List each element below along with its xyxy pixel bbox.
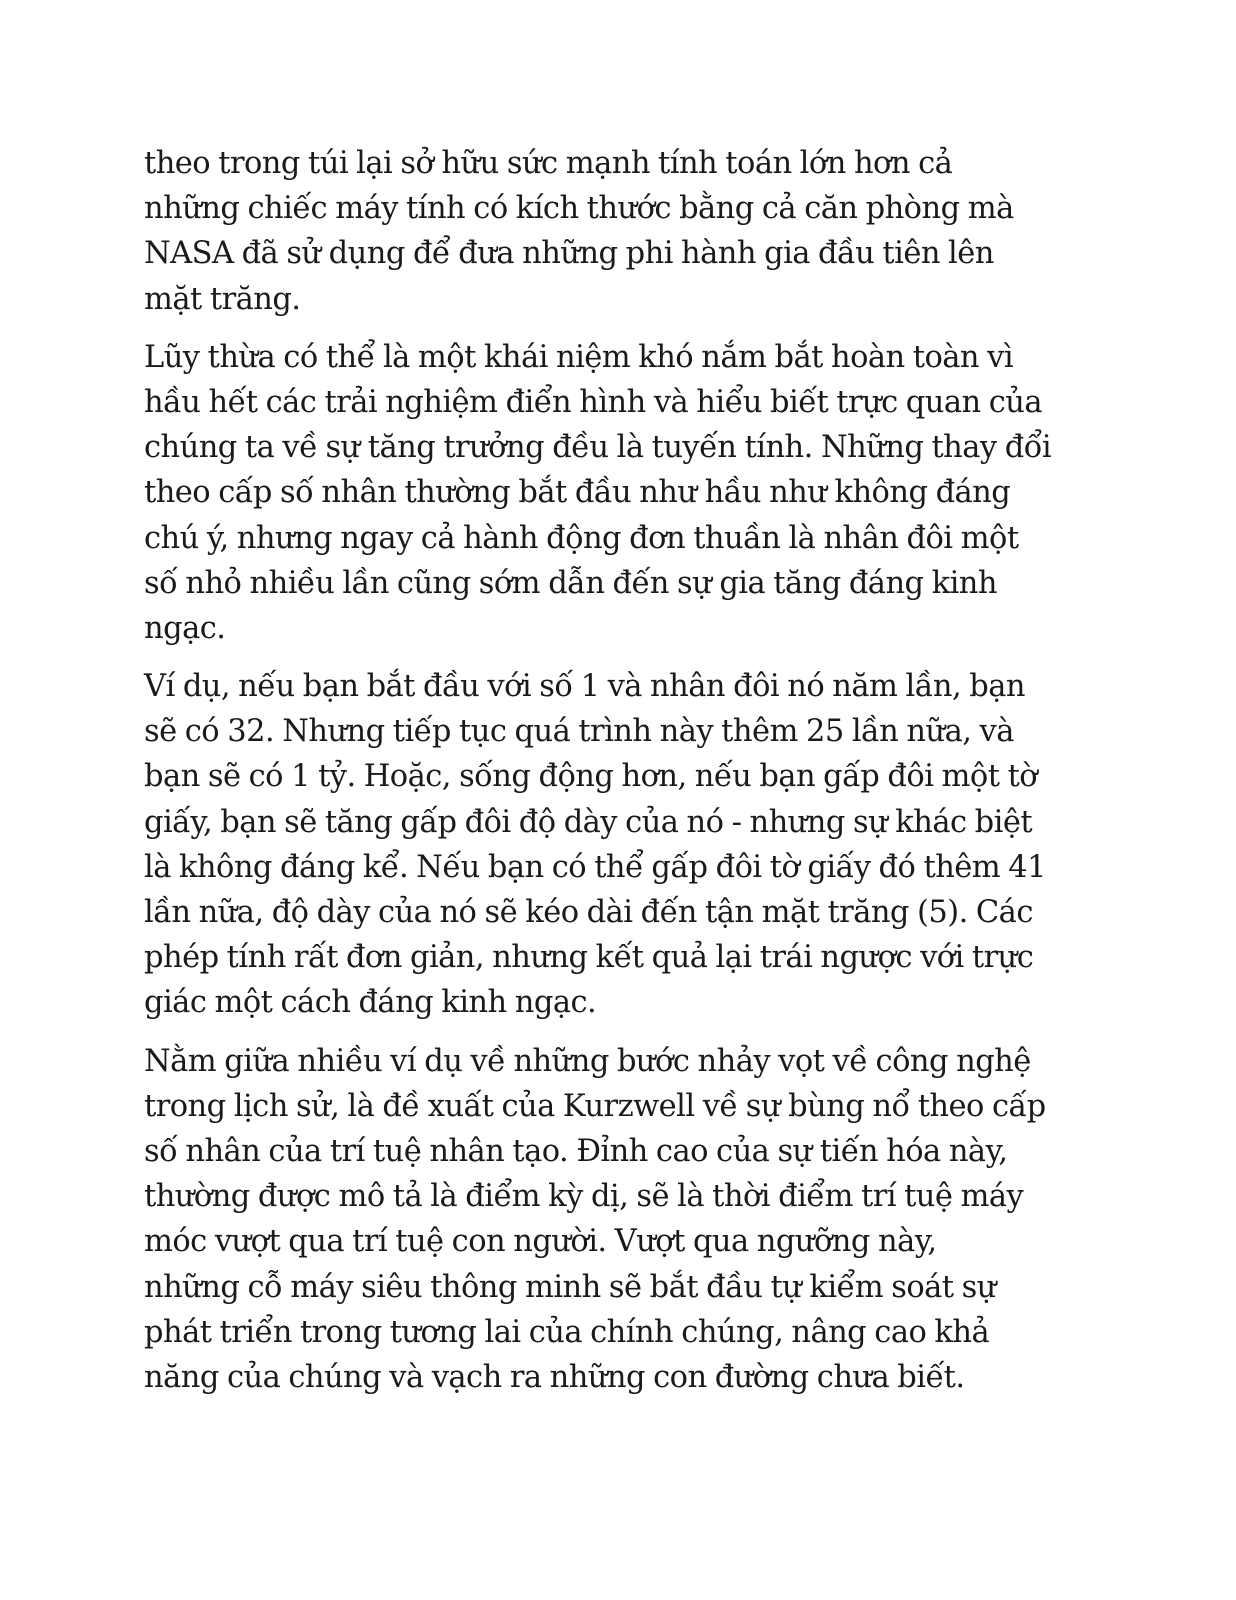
text-line: móc vượt qua trí tuệ con người. Vượt qua ngưỡng này,: [144, 1224, 937, 1260]
text-line: phát triển trong tương lai của chính chúng, nâng cao khả: [144, 1314, 990, 1350]
text-line: số nhân của trí tuệ nhân tạo. Đỉnh cao của sự tiến hóa này,: [144, 1133, 1008, 1169]
text-line: theo cấp số nhân thường bắt đầu như hầu như không đáng: [144, 475, 1011, 511]
text-line: giác một cách đáng kinh ngạc.: [144, 985, 597, 1021]
text-line: năng của chúng và vạch ra những con đường chưa biết.: [144, 1359, 965, 1395]
text-line: những chiếc máy tính có kích thước bằng cả căn phòng mà: [144, 191, 1014, 227]
text-line: theo trong túi lại sở hữu sức mạnh tính toán lớn hơn cả: [144, 146, 953, 181]
text-line: bạn sẽ có 1 tỷ. Hoặc, sống động hơn, nếu bạn gấp đôi một tờ: [144, 759, 1038, 795]
paragraph-1: [144, 141, 1079, 322]
text-line: Lũy thừa có thể là một khái niệm khó nắm bắt hoàn toàn vì: [144, 339, 1014, 375]
text-line: chúng ta về sự tăng trưởng đều là tuyến tính. Những thay đổi: [144, 430, 1052, 466]
text-line: phép tính rất đơn giản, nhưng kết quả lại trái ngược với trực: [144, 940, 1034, 976]
text-line: giấy, bạn sẽ tăng gấp đôi độ dày của nó - nhưng sự khác biệt: [144, 804, 1033, 840]
text-line: lần nữa, độ dày của nó sẽ kéo dài đến tận mặt trăng (5). Các: [144, 895, 1033, 930]
text-line: chú ý, nhưng ngay cả hành động đơn thuần là nhân đôi một: [144, 520, 1019, 556]
text-line: mặt trăng.: [144, 281, 301, 317]
paragraph-2: [144, 335, 1079, 651]
text-line: sẽ có 32. Nhưng tiếp tục quá trình này thêm 25 lần nữa, và: [144, 714, 1014, 750]
paragraph-4: [144, 1039, 1079, 1401]
paragraph-3: [144, 664, 1079, 1026]
text-line: thường được mô tả là điểm kỳ dị, sẽ là thời điểm trí tuệ máy: [144, 1179, 1024, 1215]
text-line: ngạc.: [144, 610, 226, 646]
text-line: Ví dụ, nếu bạn bắt đầu với số 1 và nhân đôi nó năm lần, bạn: [144, 669, 1025, 705]
text-line: NASA đã sử dụng để đưa những phi hành gia đầu tiên lên: [144, 236, 994, 272]
text-line: trong lịch sử, là đề xuất của Kurzwell về sự bùng nổ theo cấp: [144, 1088, 1046, 1124]
text-line: số nhỏ nhiều lần cũng sớm dẫn đến sự gia tăng đáng kinh: [144, 565, 997, 601]
text-line: hầu hết các trải nghiệm điển hình và hiểu biết trực quan của: [144, 384, 1042, 420]
text-line: những cỗ máy siêu thông minh sẽ bắt đầu tự kiểm soát sự: [144, 1269, 996, 1305]
body-text: [144, 141, 1079, 1400]
text-line: là không đáng kể. Nếu bạn có thể gấp đôi tờ giấy đó thêm 41: [144, 849, 1047, 885]
text-line: Nằm giữa nhiều ví dụ về những bước nhảy vọt về công nghệ: [144, 1043, 1031, 1079]
